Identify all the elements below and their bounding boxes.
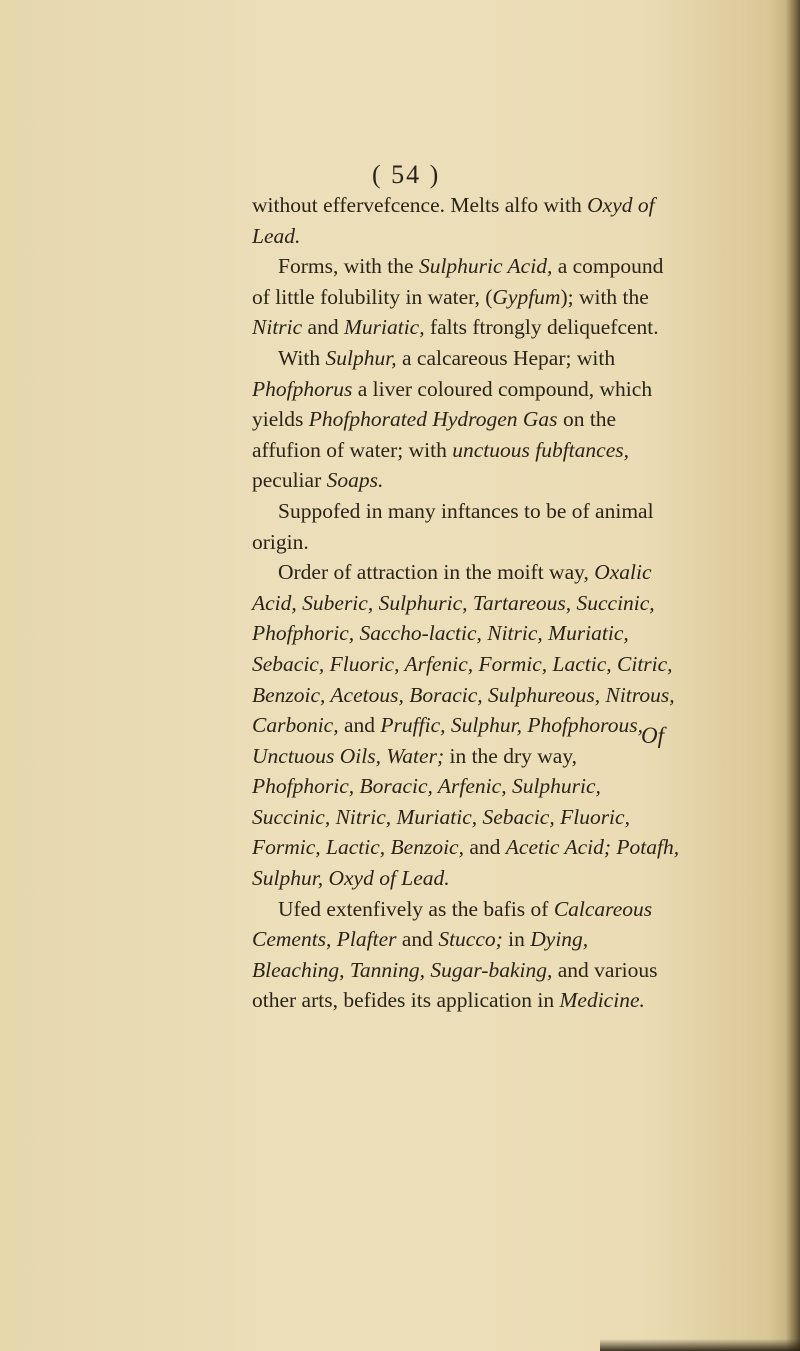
catchword: Of	[641, 723, 664, 748]
text-run-italic: Gypfum	[492, 284, 561, 309]
text-run: and	[396, 927, 439, 952]
text-run: in	[502, 927, 531, 952]
paragraph-3	[252, 343, 682, 496]
text-run: falts ftrongly deliquefcent.	[424, 315, 659, 340]
text-run: Order of attraction in the moift way,	[278, 560, 595, 585]
text-run-italic: Dying, Bleaching, Tanning, Sugar-baking,	[252, 927, 589, 982]
text-run-italic: Medicine.	[559, 988, 645, 1013]
text-run: Forms, with the	[278, 254, 419, 279]
paragraph-4	[252, 496, 682, 557]
text-run-italic: Oxalic Acid, Suberic, Sulphuric, Tartareous, Succinic, Phofphoric, Saccho-lactic, Nitric, Muriatic, Sebacic, Fluoric, Arfenic, Formic, Lactic, Citric, Benzoic, Acetous, Boracic, Sulphureous, Nitrous, Carbonic,	[252, 560, 675, 738]
text-run-italic: Acetic Acid; Potafh, Sulphur, Oxyd of Lead.	[252, 835, 680, 891]
text-run: a liver coloured compound, which yields	[252, 376, 653, 432]
paragraph-1	[252, 190, 682, 251]
text-run-italic: Stucco;	[438, 927, 503, 952]
text-run: a compound of little folubility in water, (	[252, 254, 664, 309]
text-run: peculiar	[252, 468, 327, 493]
paragraph-6	[252, 894, 682, 1016]
body-text	[252, 190, 682, 1016]
text-run: in the dry way,	[444, 743, 578, 768]
text-run: With	[278, 345, 326, 370]
text-run: on the affufion of water; with	[252, 407, 617, 462]
text-run: a calcareous Hepar; with	[396, 345, 616, 370]
text-run: without effervefcence. Melts alfo with	[252, 193, 588, 217]
text-run: Ufed extenfively as the bafis of	[278, 896, 554, 921]
page-bottom-shadow	[600, 1339, 800, 1351]
text-run: ); with the	[560, 284, 649, 309]
text-run-italic: Soaps.	[326, 468, 384, 493]
paragraph-5	[252, 557, 682, 894]
text-run-italic: Sulphur,	[325, 345, 397, 370]
paragraph-2	[252, 251, 682, 343]
text-run-italic: Phofphorated Hydrogen Gas	[308, 407, 558, 432]
text-run: and various other arts, befides its application in	[252, 957, 658, 1013]
text-run-italic: Calcareous Cements, Plafter	[252, 896, 653, 952]
page-number: ( 54 )	[372, 160, 441, 189]
text-run-italic: Phofphoric, Boracic, Arfenic, Sulphuric, Succinic, Nitric, Muriatic, Sebacic, Fluoric, Formic, Lactic, Benzoic,	[252, 774, 630, 860]
text-run-italic: Pruffic, Sulphur, Phofphorous, Unctuous Oils, Water;	[252, 713, 643, 768]
text-run-italic: Sulphuric Acid,	[418, 254, 553, 279]
text-run-italic: Nitric	[252, 315, 303, 340]
text-run: and	[463, 835, 506, 860]
text-run-italic: Phofphorus	[252, 376, 353, 401]
text-run: and	[302, 315, 344, 340]
text-run-italic: Oxyd of Lead.	[252, 193, 655, 248]
text-run: and	[338, 713, 381, 738]
text-run-italic: Muriatic,	[343, 315, 425, 340]
text-run-italic: unctuous fubftances,	[452, 437, 629, 462]
text-run: Suppofed in many inftances to be of animal origin.	[252, 498, 654, 554]
page-edge-shadow	[786, 0, 800, 1351]
